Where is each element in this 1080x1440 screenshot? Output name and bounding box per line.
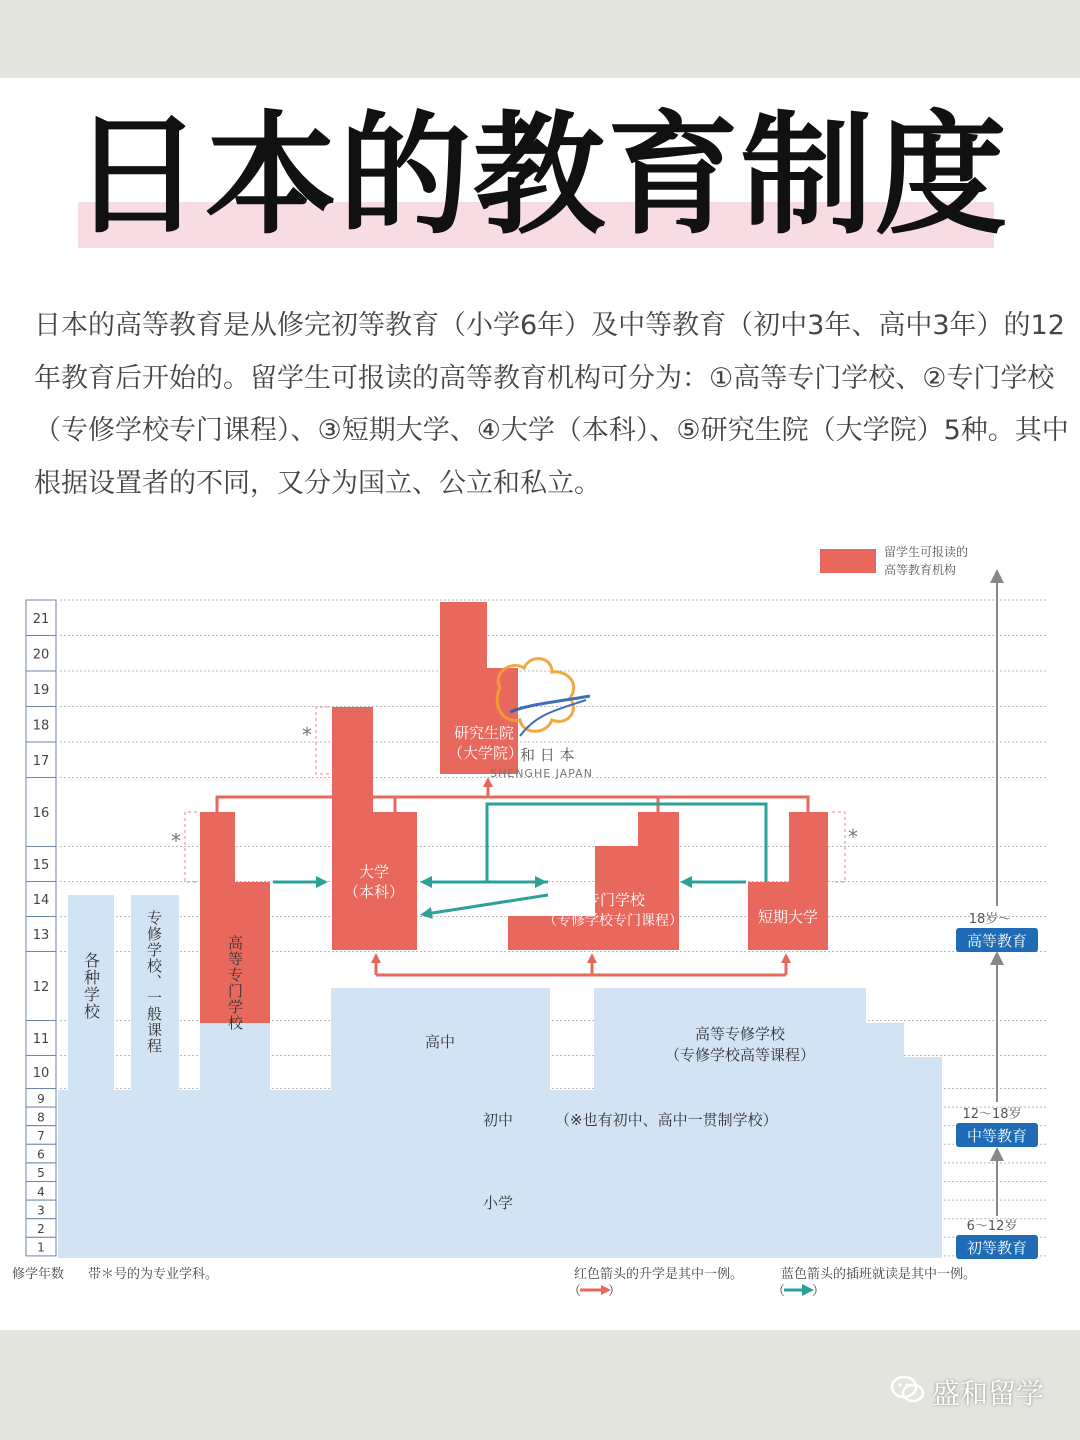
graduate-label-2: （大学院） [448,744,524,762]
wechat-icon [890,1374,926,1406]
asterisk-junior-college: * [848,825,858,849]
kosen-label: 高等专门学校 [226,935,244,1031]
high-school-label: 高中 [424,1033,456,1051]
secondary-age: 12～18岁 [962,1107,1022,1122]
legend-swatch [820,549,876,573]
red-arrow-note: 红色箭头的升学是其中一例。 [574,1267,744,1282]
year-label: 12 [32,980,50,995]
year-label: 5 [37,1166,45,1181]
year-label: 4 [37,1184,45,1199]
year-label: 9 [37,1091,45,1106]
vocational-label-1: 专门学校 [584,891,646,909]
year-label: 13 [32,928,50,943]
year-label: 18 [32,718,50,734]
year-column [26,600,56,1256]
university-label-2: （本科） [343,883,405,901]
year-label: 19 [32,682,50,698]
asterisk-kosen: * [171,829,181,853]
year-axis-label: 修学年数 [12,1267,65,1282]
university-upper-block [332,707,373,797]
year-label: 16 [32,806,50,821]
graduate-label-1: 研究生院 [454,724,515,742]
year-label: 1 [37,1240,45,1255]
year-label: 20 [32,647,50,663]
page-title: 日本的教育制度 [71,99,1009,253]
higher-stage-label: 高等教育 [966,932,1028,950]
blue-arrow-paren-close: ） [812,1284,826,1299]
primary-stage-label: 初等教育 [966,1239,1028,1257]
blue-arrow-paren-open: （ [772,1284,786,1299]
junior-high-label: 初中 [482,1111,514,1129]
kosen-lower-block [200,1023,270,1090]
year-label: 15 [32,858,50,873]
legend-text-2: 高等教育机构 [884,563,957,577]
specialized-note: 带＊号的为专业学科。 [88,1267,219,1282]
year-label: 11 [32,1032,50,1047]
university-label-1: 大学 [358,863,390,881]
higher-special-label-2: （专修学校高等课程） [664,1046,816,1064]
vocational-label-2: （专修学校专门课程） [543,913,683,929]
year-label: 10 [32,1066,50,1081]
higher-age: 18岁～ [968,912,1012,927]
blue-arrow-note: 蓝色箭头的插班就读是其中一例。 [781,1267,977,1282]
year-label: 14 [32,893,50,908]
secondary-stage-label: 中等教育 [966,1127,1028,1145]
misc-school-label: 各种学校 [81,952,101,1020]
year-label: 2 [37,1222,45,1236]
junior-high-note: （※也有初中、高中一贯制学校） [555,1111,778,1129]
red-arrow-paren-close: ） [608,1284,622,1299]
year-label: 17 [32,753,50,769]
legend-text-1: 留学生可报读的 [884,545,969,559]
watermark-cn: 和 日 本 [520,746,575,764]
intro-paragraph: 日本的高等教育是从修完初等教育（小学6年）及中等教育（初中3年、高中3年）的12年教育后开始的。留学生可报读的高等教育机构可分为：①高等专门学校、②专门学校（专修学校专门课程）、③短期大学、④大学（本科）、⑤研究生院（大学院）5种。其中根据设置者的不同，又分为国立、公立和私立。 [34,310,1069,499]
asterisk-university: * [302,723,312,747]
year-label: 3 [37,1203,45,1218]
year-label: 21 [32,611,50,627]
year-label: 7 [37,1129,45,1143]
footer-brand: 盛和留学 [931,1377,1044,1410]
watermark-en: SHENGHE JAPAN [490,767,593,780]
primary-age: 6～12岁 [966,1219,1018,1234]
junior-college-label: 短期大学 [757,908,819,926]
special-general-label: 专修学校、一般课程 [145,910,163,1054]
red-arrow-paren-open: （ [568,1284,582,1299]
higher-special-label-1: 高等专修学校 [694,1025,786,1043]
year-label: 6 [37,1147,45,1162]
elementary-label: 小学 [482,1194,514,1212]
year-label: 8 [37,1110,45,1125]
